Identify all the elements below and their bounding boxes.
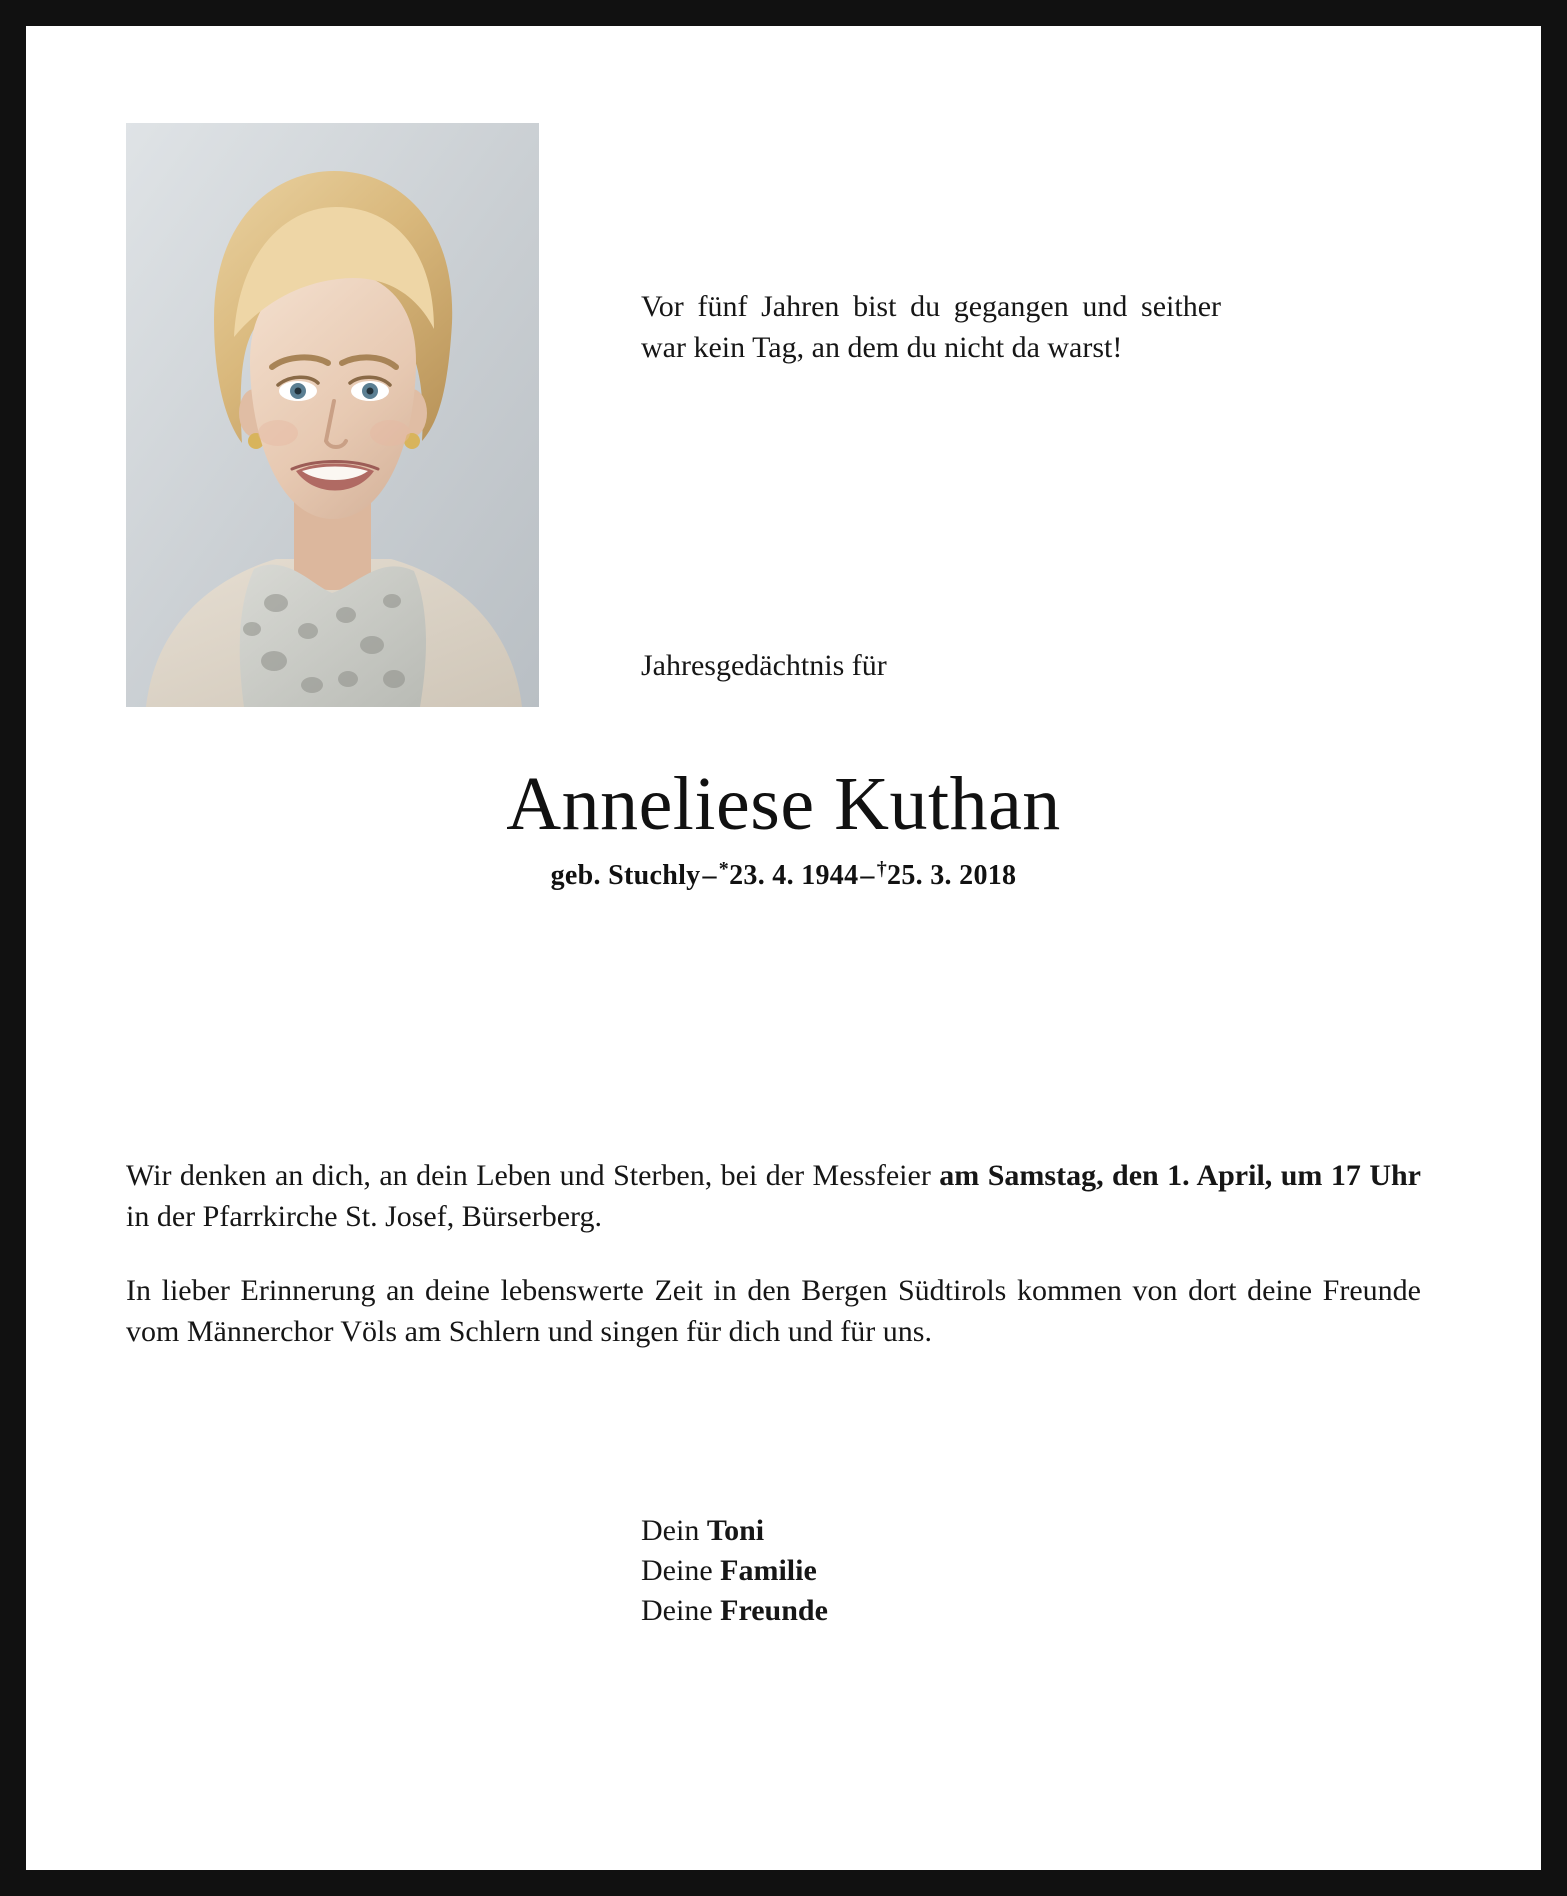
body-block [126,1156,1421,1352]
signature-line [641,1591,828,1631]
signature-line [641,1511,828,1551]
signature-block [641,1511,828,1631]
signature-line [641,1551,828,1591]
birth-date: 23. 4. 1944 [729,860,859,891]
service-text-part-1: Wir denken an dich, an dein Leben und Sterben, bei der Messfeier [126,1159,940,1192]
signature-name: Toni [706,1514,765,1547]
dates-separator-left: – [702,860,717,891]
memorial-label: Jahresgedächtnis für [641,649,887,682]
signature-prefix: Dein [641,1514,707,1547]
birth-symbol: * [718,858,730,880]
deceased-name: Anneliese Kuthan [506,762,1061,846]
death-symbol: † [876,858,888,880]
notice-sheet [26,26,1541,1870]
name-block [26,762,1541,892]
service-text-part-2: in der Pfarrkirche St. Josef, Bürserberg. [126,1199,602,1233]
signature-prefix: Deine [641,1553,721,1587]
signature-name: Familie [720,1553,817,1587]
signature-name: Freunde [720,1593,828,1627]
signature-prefix: Deine [641,1593,721,1627]
top-area [26,26,1541,726]
death-date: 25. 3. 2018 [887,860,1017,891]
maiden-name: geb. Stuchly [550,860,701,891]
intro-text: Vor fünf Jahren bist du gegangen und seither war kein Tag, an dem du nicht da warst! [641,290,1221,365]
service-datetime: am Samstag, den 1. April, um 17 Uhr [939,1159,1421,1192]
service-paragraph [126,1156,1421,1237]
dates-separator-right: – [860,860,875,891]
memory-paragraph: In lieber Erinnerung an deine lebenswerte Zeit in den Bergen Südtirols kommen von dort deine Freunde vom Männerchor Völs am Schlern und singen für dich und für uns. [126,1274,1421,1348]
portrait-photo [126,123,539,707]
life-dates [26,858,1541,892]
